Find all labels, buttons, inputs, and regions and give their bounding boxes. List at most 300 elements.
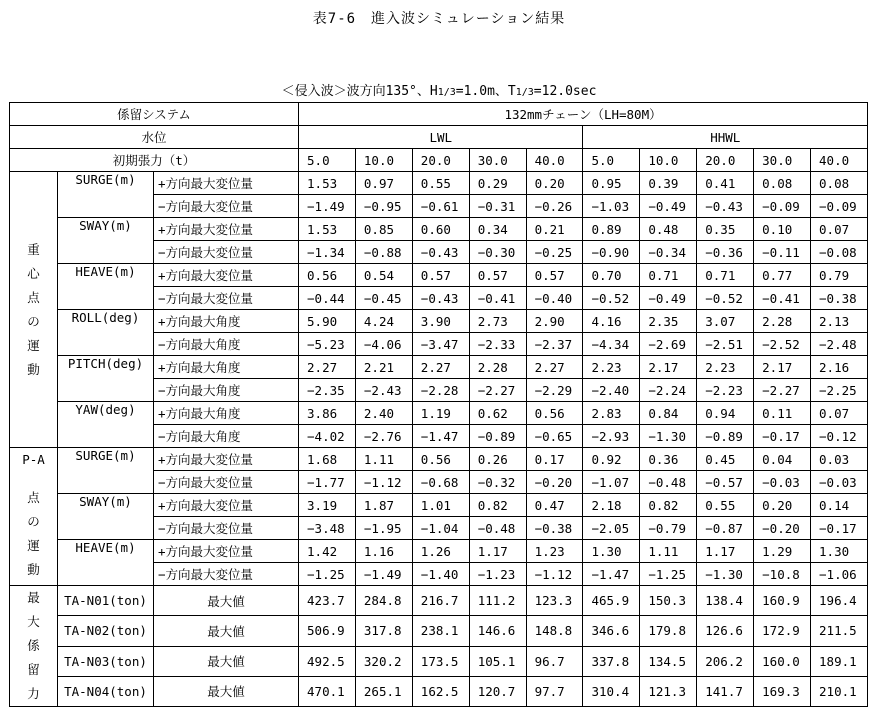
value-cell: −0.17 [811, 517, 868, 540]
value-cell: 317.8 [355, 616, 412, 646]
row-sub-label: 最大値 [154, 646, 299, 676]
row-sub-label: +方向最大変位量 [154, 494, 299, 517]
value-cell: −0.32 [469, 471, 526, 494]
value-cell: 2.90 [526, 310, 583, 333]
value-cell: −0.45 [355, 287, 412, 310]
value-cell: 216.7 [412, 586, 469, 616]
table-row [10, 646, 868, 676]
row-item-label: TA-N04(ton) [58, 676, 154, 706]
value-cell: 0.45 [697, 448, 754, 471]
value-cell: 0.82 [469, 494, 526, 517]
row-sub-label: −方向最大角度 [154, 379, 299, 402]
row-item-label: SWAY(m) [58, 218, 154, 241]
value-cell: 0.35 [697, 218, 754, 241]
value-cell: −3.47 [412, 333, 469, 356]
value-cell: −2.51 [697, 333, 754, 356]
tension-value: 30.0 [754, 149, 811, 172]
row-sub-label: −方向最大変位量 [154, 195, 299, 218]
value-cell: 5.90 [299, 310, 356, 333]
table-row [10, 517, 868, 540]
value-cell: −0.12 [811, 425, 868, 448]
mooring-label: 係留システム [10, 103, 299, 126]
value-cell: −0.25 [526, 241, 583, 264]
table-row [10, 563, 868, 586]
table-row [10, 172, 868, 195]
table-title: 表7-6 進入波シミュレーション結果 [312, 11, 566, 27]
value-cell: 0.26 [469, 448, 526, 471]
value-cell: −1.49 [355, 563, 412, 586]
value-cell: −0.43 [412, 287, 469, 310]
value-cell: −1.25 [640, 563, 697, 586]
subtitle-t-sub: 1/3 [515, 87, 534, 98]
row-item-label [58, 241, 154, 264]
value-cell: 0.48 [640, 218, 697, 241]
value-cell: −0.03 [754, 471, 811, 494]
row-item-label: PITCH(deg) [58, 356, 154, 379]
table-row [10, 241, 868, 264]
value-cell: 0.94 [697, 402, 754, 425]
value-cell: −1.49 [299, 195, 356, 218]
value-cell: −2.27 [469, 379, 526, 402]
value-cell: 97.7 [526, 676, 583, 706]
value-cell: −0.49 [640, 287, 697, 310]
value-cell: −2.24 [640, 379, 697, 402]
row-item-label: SURGE(m) [58, 172, 154, 195]
value-cell: 2.73 [469, 310, 526, 333]
value-cell: 2.40 [355, 402, 412, 425]
table-row [10, 310, 868, 333]
subtitle-prefix: ＜侵入波＞波方向135°、H [281, 84, 438, 99]
value-cell: 0.62 [469, 402, 526, 425]
value-cell: 189.1 [811, 646, 868, 676]
value-cell: −0.90 [583, 241, 640, 264]
value-cell: 0.14 [811, 494, 868, 517]
value-cell: 0.10 [754, 218, 811, 241]
row-item-label [58, 195, 154, 218]
value-cell: 105.1 [469, 646, 526, 676]
value-cell: 0.17 [526, 448, 583, 471]
table-row [10, 195, 868, 218]
value-cell: 160.0 [754, 646, 811, 676]
value-cell: −0.40 [526, 287, 583, 310]
row-item-label: HEAVE(m) [58, 540, 154, 563]
subtitle-middle: =1.0m、T [455, 84, 516, 99]
value-cell: 179.8 [640, 616, 697, 646]
value-cell: −2.52 [754, 333, 811, 356]
value-cell: 346.6 [583, 616, 640, 646]
table-row [10, 616, 868, 646]
section-label [10, 172, 58, 448]
table-row [10, 356, 868, 379]
value-cell: −0.49 [640, 195, 697, 218]
value-cell: −0.57 [697, 471, 754, 494]
value-cell: 0.07 [811, 218, 868, 241]
value-cell: 0.54 [355, 264, 412, 287]
value-cell: −3.48 [299, 517, 356, 540]
value-cell: 1.16 [355, 540, 412, 563]
table-subtitle [0, 80, 878, 99]
value-cell: 310.4 [583, 676, 640, 706]
value-cell: −1.30 [640, 425, 697, 448]
value-cell: 1.53 [299, 172, 356, 195]
value-cell: 1.68 [299, 448, 356, 471]
value-cell: 0.34 [469, 218, 526, 241]
value-cell: 470.1 [299, 676, 356, 706]
value-cell: 1.53 [299, 218, 356, 241]
row-sub-label: −方向最大変位量 [154, 517, 299, 540]
value-cell: 0.79 [811, 264, 868, 287]
value-cell: −1.03 [583, 195, 640, 218]
table-row [10, 540, 868, 563]
value-cell: −2.48 [811, 333, 868, 356]
value-cell: 506.9 [299, 616, 356, 646]
value-cell: −2.33 [469, 333, 526, 356]
mooring-value: 132mmチェーン（LH=80M） [299, 103, 868, 126]
value-cell: 0.56 [526, 402, 583, 425]
value-cell: 0.08 [811, 172, 868, 195]
table-body [10, 103, 868, 707]
row-item-label [58, 333, 154, 356]
table-row [10, 379, 868, 402]
value-cell: 0.95 [583, 172, 640, 195]
value-cell: −0.79 [640, 517, 697, 540]
row-item-label: SURGE(m) [58, 448, 154, 471]
section-label-top: P-A [22, 452, 45, 467]
value-cell: −1.06 [811, 563, 868, 586]
value-cell: −2.76 [355, 425, 412, 448]
value-cell: −1.04 [412, 517, 469, 540]
value-cell: 162.5 [412, 676, 469, 706]
tension-value: 5.0 [299, 149, 356, 172]
value-cell: −2.69 [640, 333, 697, 356]
row-sub-label: +方向最大変位量 [154, 448, 299, 471]
value-cell: 96.7 [526, 646, 583, 676]
row-sub-label: 最大値 [154, 586, 299, 616]
value-cell: 2.18 [583, 494, 640, 517]
value-cell: 423.7 [299, 586, 356, 616]
value-cell: −0.48 [469, 517, 526, 540]
value-cell: −0.38 [526, 517, 583, 540]
header-row-tension [10, 149, 868, 172]
row-sub-label: −方向最大変位量 [154, 563, 299, 586]
value-cell: −0.03 [811, 471, 868, 494]
value-cell: −1.30 [697, 563, 754, 586]
row-item-label: SWAY(m) [58, 494, 154, 517]
value-cell: 0.20 [526, 172, 583, 195]
tension-value: 20.0 [412, 149, 469, 172]
row-item-label: ROLL(deg) [58, 310, 154, 333]
value-cell: 2.17 [640, 356, 697, 379]
value-cell: −1.07 [583, 471, 640, 494]
section-label [10, 448, 58, 586]
value-cell: 169.3 [754, 676, 811, 706]
header-row-water [10, 126, 868, 149]
value-cell: 0.39 [640, 172, 697, 195]
row-sub-label: −方向最大変位量 [154, 471, 299, 494]
value-cell: 2.28 [754, 310, 811, 333]
value-cell: 160.9 [754, 586, 811, 616]
row-sub-label: +方向最大変位量 [154, 264, 299, 287]
value-cell: 1.17 [697, 540, 754, 563]
value-cell: −2.29 [526, 379, 583, 402]
value-cell: 0.20 [754, 494, 811, 517]
water-label: 水位 [10, 126, 299, 149]
value-cell: −0.87 [697, 517, 754, 540]
value-cell: −4.02 [299, 425, 356, 448]
value-cell: 0.82 [640, 494, 697, 517]
table-row [10, 425, 868, 448]
value-cell: −0.26 [526, 195, 583, 218]
value-cell: −1.47 [583, 563, 640, 586]
row-sub-label: −方向最大変位量 [154, 241, 299, 264]
value-cell: 2.16 [811, 356, 868, 379]
value-cell: −0.11 [754, 241, 811, 264]
value-cell: 0.56 [412, 448, 469, 471]
value-cell: 1.26 [412, 540, 469, 563]
value-cell: −4.06 [355, 333, 412, 356]
value-cell: −2.25 [811, 379, 868, 402]
value-cell: 2.27 [526, 356, 583, 379]
row-item-label [58, 471, 154, 494]
value-cell: 1.30 [583, 540, 640, 563]
value-cell: −0.48 [640, 471, 697, 494]
table-row [10, 287, 868, 310]
value-cell: 465.9 [583, 586, 640, 616]
water-lwl: LWL [299, 126, 583, 149]
value-cell: 211.5 [811, 616, 868, 646]
value-cell: −0.08 [811, 241, 868, 264]
row-item-label [58, 517, 154, 540]
value-cell: −2.05 [583, 517, 640, 540]
value-cell: −0.34 [640, 241, 697, 264]
value-cell: 1.42 [299, 540, 356, 563]
value-cell: 1.29 [754, 540, 811, 563]
value-cell: −2.28 [412, 379, 469, 402]
value-cell: −0.44 [299, 287, 356, 310]
value-cell: 1.11 [640, 540, 697, 563]
row-item-label [58, 379, 154, 402]
row-sub-label: −方向最大変位量 [154, 287, 299, 310]
value-cell: 0.55 [412, 172, 469, 195]
value-cell: −2.37 [526, 333, 583, 356]
value-cell: −0.38 [811, 287, 868, 310]
row-item-label: TA-N02(ton) [58, 616, 154, 646]
value-cell: 320.2 [355, 646, 412, 676]
value-cell: 0.04 [754, 448, 811, 471]
value-cell: 1.30 [811, 540, 868, 563]
table-row [10, 676, 868, 706]
value-cell: 284.8 [355, 586, 412, 616]
value-cell: −1.23 [469, 563, 526, 586]
table-row [10, 218, 868, 241]
value-cell: 0.21 [526, 218, 583, 241]
row-sub-label: +方向最大角度 [154, 356, 299, 379]
row-sub-label: +方向最大角度 [154, 310, 299, 333]
value-cell: 3.19 [299, 494, 356, 517]
row-sub-label: −方向最大角度 [154, 425, 299, 448]
row-item-label: YAW(deg) [58, 402, 154, 425]
value-cell: −0.52 [583, 287, 640, 310]
value-cell: −2.35 [299, 379, 356, 402]
row-item-label [58, 287, 154, 310]
value-cell: −0.17 [754, 425, 811, 448]
value-cell: −2.93 [583, 425, 640, 448]
value-cell: 120.7 [469, 676, 526, 706]
value-cell: 1.01 [412, 494, 469, 517]
section-label-bottom: 点の運動 [27, 490, 40, 577]
section-label-text: 最大係留力 [27, 590, 40, 701]
value-cell: 0.85 [355, 218, 412, 241]
value-cell: 0.84 [640, 402, 697, 425]
row-item-label: TA-N01(ton) [58, 586, 154, 616]
table-row [10, 333, 868, 356]
value-cell: −5.23 [299, 333, 356, 356]
value-cell: 0.71 [640, 264, 697, 287]
value-cell: 1.17 [469, 540, 526, 563]
value-cell: 3.07 [697, 310, 754, 333]
value-cell: −1.34 [299, 241, 356, 264]
value-cell: 1.23 [526, 540, 583, 563]
value-cell: −0.65 [526, 425, 583, 448]
tension-value: 10.0 [640, 149, 697, 172]
value-cell: −1.47 [412, 425, 469, 448]
value-cell: −0.89 [469, 425, 526, 448]
value-cell: 0.36 [640, 448, 697, 471]
value-cell: −1.77 [299, 471, 356, 494]
value-cell: 126.6 [697, 616, 754, 646]
value-cell: 265.1 [355, 676, 412, 706]
value-cell: 2.23 [697, 356, 754, 379]
value-cell: −0.52 [697, 287, 754, 310]
value-cell: 146.6 [469, 616, 526, 646]
value-cell: 141.7 [697, 676, 754, 706]
value-cell: 0.77 [754, 264, 811, 287]
value-cell: −0.09 [754, 195, 811, 218]
subtitle-h-sub: 1/3 [437, 87, 456, 98]
value-cell: −1.25 [299, 563, 356, 586]
row-item-label [58, 563, 154, 586]
value-cell: −0.36 [697, 241, 754, 264]
value-cell: −2.43 [355, 379, 412, 402]
value-cell: 2.28 [469, 356, 526, 379]
value-cell: −0.68 [412, 471, 469, 494]
value-cell: 2.13 [811, 310, 868, 333]
table-row [10, 586, 868, 616]
value-cell: −0.30 [469, 241, 526, 264]
value-cell: 0.11 [754, 402, 811, 425]
tension-value: 30.0 [469, 149, 526, 172]
value-cell: −0.88 [355, 241, 412, 264]
header-row-mooring [10, 103, 868, 126]
value-cell: 0.29 [469, 172, 526, 195]
row-item-label: HEAVE(m) [58, 264, 154, 287]
table-row [10, 471, 868, 494]
value-cell: 4.16 [583, 310, 640, 333]
value-cell: 0.56 [299, 264, 356, 287]
value-cell: −2.40 [583, 379, 640, 402]
row-sub-label: −方向最大角度 [154, 333, 299, 356]
row-sub-label: 最大値 [154, 676, 299, 706]
value-cell: 210.1 [811, 676, 868, 706]
value-cell: −0.31 [469, 195, 526, 218]
value-cell: 0.47 [526, 494, 583, 517]
tension-value: 40.0 [526, 149, 583, 172]
value-cell: −0.20 [754, 517, 811, 540]
value-cell: −0.89 [697, 425, 754, 448]
value-cell: 0.07 [811, 402, 868, 425]
value-cell: 1.87 [355, 494, 412, 517]
value-cell: 0.41 [697, 172, 754, 195]
value-cell: 1.19 [412, 402, 469, 425]
value-cell: 0.57 [412, 264, 469, 287]
value-cell: −0.43 [697, 195, 754, 218]
water-hhwl: HHWL [583, 126, 868, 149]
value-cell: −0.20 [526, 471, 583, 494]
value-cell: 0.71 [697, 264, 754, 287]
tension-label: 初期張力（t） [10, 149, 299, 172]
value-cell: −2.27 [754, 379, 811, 402]
tension-value: 5.0 [583, 149, 640, 172]
simulation-results-table [9, 102, 868, 707]
value-cell: 173.5 [412, 646, 469, 676]
value-cell: −0.09 [811, 195, 868, 218]
value-cell: 121.3 [640, 676, 697, 706]
value-cell: 2.27 [412, 356, 469, 379]
value-cell: −2.23 [697, 379, 754, 402]
value-cell: −1.40 [412, 563, 469, 586]
value-cell: 206.2 [697, 646, 754, 676]
value-cell: 172.9 [754, 616, 811, 646]
value-cell: −4.34 [583, 333, 640, 356]
value-cell: 2.27 [299, 356, 356, 379]
tension-value: 10.0 [355, 149, 412, 172]
value-cell: 3.86 [299, 402, 356, 425]
table-row [10, 448, 868, 471]
value-cell: −0.61 [412, 195, 469, 218]
tension-value: 20.0 [697, 149, 754, 172]
subtitle-suffix: =12.0sec [533, 84, 597, 99]
value-cell: 0.03 [811, 448, 868, 471]
row-sub-label: +方向最大変位量 [154, 540, 299, 563]
tension-value: 40.0 [811, 149, 868, 172]
value-cell: 1.11 [355, 448, 412, 471]
section-label-text: 重心点の運動 [27, 241, 40, 377]
value-cell: 0.55 [697, 494, 754, 517]
value-cell: 3.90 [412, 310, 469, 333]
value-cell: 123.3 [526, 586, 583, 616]
value-cell: 0.60 [412, 218, 469, 241]
value-cell: −1.95 [355, 517, 412, 540]
row-sub-label: 最大値 [154, 616, 299, 646]
value-cell: −0.41 [469, 287, 526, 310]
row-sub-label: +方向最大変位量 [154, 218, 299, 241]
value-cell: 0.57 [526, 264, 583, 287]
value-cell: 0.70 [583, 264, 640, 287]
value-cell: 138.4 [697, 586, 754, 616]
row-item-label [58, 425, 154, 448]
value-cell: 2.23 [583, 356, 640, 379]
value-cell: −10.8 [754, 563, 811, 586]
value-cell: 4.24 [355, 310, 412, 333]
value-cell: −0.43 [412, 241, 469, 264]
value-cell: 196.4 [811, 586, 868, 616]
value-cell: 134.5 [640, 646, 697, 676]
value-cell: −0.41 [754, 287, 811, 310]
table-row [10, 264, 868, 287]
value-cell: 0.57 [469, 264, 526, 287]
section-label [10, 586, 58, 707]
row-sub-label: +方向最大変位量 [154, 172, 299, 195]
